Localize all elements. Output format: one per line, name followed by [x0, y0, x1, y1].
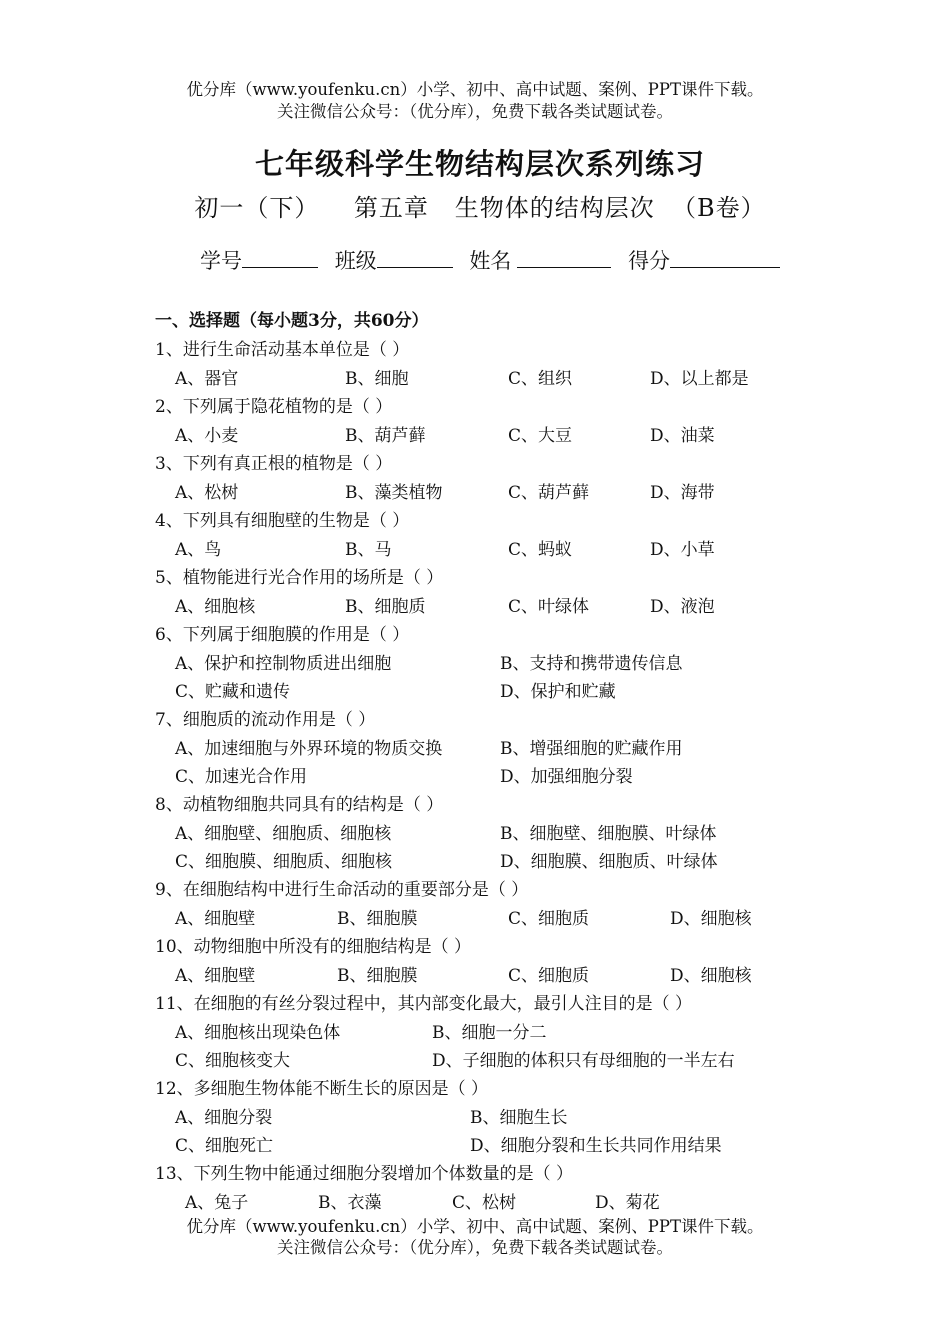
question-7-option-b: B、增强细胞的贮藏作用 [500, 739, 683, 759]
question-8-option-a: A、细胞壁、细胞质、细胞核 [175, 824, 392, 844]
question-2-option-d: D、油菜 [650, 426, 715, 446]
question-11-option-b: B、细胞一分二 [432, 1023, 547, 1043]
question-5-option-d: D、液泡 [650, 597, 715, 617]
question-8-stem: 8、动植物细胞共同具有的结构是（ ） [155, 795, 444, 815]
student-info-line [200, 245, 790, 275]
question-5-stem: 5、植物能进行光合作用的场所是（ ） [155, 568, 444, 588]
question-13-option-d: D、菊花 [595, 1193, 660, 1213]
question-12-stem: 12、多细胞生物体能不断生长的原因是（ ） [155, 1079, 489, 1099]
header-ad-line-2: 关注微信公众号：（优分库），免费下载各类试题试卷。 [277, 102, 673, 121]
question-1-option-d: D、以上都是 [650, 369, 749, 389]
question-1-option-b: B、细胞 [345, 369, 409, 389]
question-9-option-b: B、细胞膜 [337, 909, 418, 929]
question-2-option-c: C、大豆 [508, 426, 573, 446]
question-7-option-c: C、加速光合作用 [175, 767, 308, 787]
student-id-blank[interactable] [242, 247, 318, 268]
question-9-stem: 9、在细胞结构中进行生命活动的重要部分是（ ） [155, 880, 529, 900]
question-4-option-c: C、蚂蚁 [508, 540, 573, 560]
score-label: 得分 [628, 249, 671, 273]
question-11-option-a: A、细胞核出现染色体 [175, 1023, 341, 1043]
question-12-option-d: D、细胞分裂和生长共同作用结果 [470, 1136, 722, 1156]
question-9-option-c: C、细胞质 [508, 909, 590, 929]
question-12-option-c: C、细胞死亡 [175, 1136, 274, 1156]
question-7-option-a: A、加速细胞与外界环境的物质交换 [175, 739, 443, 759]
question-13-stem: 13、下列生物中能通过细胞分裂增加个体数量的是（ ） [155, 1164, 574, 1184]
question-6-option-d: D、保护和贮藏 [500, 682, 616, 702]
class-label: 班级 [334, 249, 377, 273]
page-title: 七年级科学生物结构层次系列练习 [254, 147, 705, 181]
question-2-option-b: B、葫芦藓 [345, 426, 426, 446]
question-5-option-a: A、细胞核 [175, 597, 256, 617]
question-5-option-b: B、细胞质 [345, 597, 426, 617]
question-6-option-a: A、保护和控制物质进出细胞 [175, 654, 392, 674]
question-7-option-d: D、加强细胞分裂 [500, 767, 633, 787]
question-8-option-c: C、细胞膜、细胞质、细胞核 [175, 852, 393, 872]
student-id-label: 学号 [200, 249, 242, 273]
name-label: 姓名 [469, 249, 512, 273]
question-10-option-b: B、细胞膜 [337, 966, 418, 986]
question-3-stem: 3、下列有真正根的植物是（ ） [155, 454, 393, 474]
footer-ad-line-2: 关注微信公众号：（优分库），免费下载各类试题试卷。 [277, 1238, 673, 1257]
name-blank[interactable] [517, 247, 611, 268]
question-11-option-d: D、子细胞的体积只有母细胞的一半左右 [432, 1051, 735, 1071]
question-9-option-d: D、细胞核 [670, 909, 752, 929]
score-blank[interactable] [670, 247, 780, 268]
question-10-option-c: C、细胞质 [508, 966, 590, 986]
question-11-option-c: C、细胞核变大 [175, 1051, 291, 1071]
question-5-option-c: C、叶绿体 [508, 597, 590, 617]
question-10-option-a: A、细胞壁 [175, 966, 256, 986]
question-2-stem: 2、下列属于隐花植物的是（ ） [155, 397, 393, 417]
question-3-option-d: D、海带 [650, 483, 715, 503]
question-1-stem: 1、进行生命活动基本单位是（ ） [155, 340, 410, 360]
question-13-option-a: A、兔子 [185, 1193, 249, 1213]
question-11-stem: 11、在细胞的有丝分裂过程中，其内部变化最大，最引人注目的是（ ） [155, 994, 693, 1014]
question-3-option-a: A、松树 [175, 483, 239, 503]
question-8-option-d: D、细胞膜、细胞质、叶绿体 [500, 852, 718, 872]
question-13-option-c: C、松树 [452, 1193, 517, 1213]
question-10-option-d: D、细胞核 [670, 966, 752, 986]
question-6-option-c: C、贮藏和遗传 [175, 682, 291, 702]
question-6-stem: 6、下列属于细胞膜的作用是（ ） [155, 625, 410, 645]
question-4-stem: 4、下列具有细胞壁的生物是（ ） [155, 511, 410, 531]
question-3-option-c: C、葫芦藓 [508, 483, 590, 503]
question-8-option-b: B、细胞壁、细胞膜、叶绿体 [500, 824, 717, 844]
question-9-option-a: A、细胞壁 [175, 909, 256, 929]
page-subtitle: 初一（下） 第五章 生物体的结构层次 （B卷） [194, 194, 766, 222]
question-2-option-a: A、小麦 [175, 426, 239, 446]
question-7-stem: 7、细胞质的流动作用是（ ） [155, 710, 376, 730]
question-6-option-b: B、支持和携带遗传信息 [500, 654, 683, 674]
question-3-option-b: B、藻类植物 [345, 483, 443, 503]
question-12-option-b: B、细胞生长 [470, 1108, 568, 1128]
question-4-option-b: B、马 [345, 540, 392, 560]
section-heading: 一、选择题（每小题3分，共60分） [155, 311, 429, 331]
question-1-option-c: C、组织 [508, 369, 573, 389]
question-1-option-a: A、器官 [175, 369, 239, 389]
question-13-option-b: B、衣藻 [318, 1193, 382, 1213]
question-12-option-a: A、细胞分裂 [175, 1108, 273, 1128]
class-blank[interactable] [377, 247, 453, 268]
question-10-stem: 10、动物细胞中所没有的细胞结构是（ ） [155, 937, 472, 957]
footer-ad-line-1: 优分库（www.youfenku.cn）小学、初中、高中试题、案例、PPT课件下载。 [186, 1217, 764, 1236]
question-4-option-a: A、鸟 [175, 540, 222, 560]
question-4-option-d: D、小草 [650, 540, 715, 560]
header-ad-line-1: 优分库（www.youfenku.cn）小学、初中、高中试题、案例、PPT课件下载。 [186, 80, 764, 99]
